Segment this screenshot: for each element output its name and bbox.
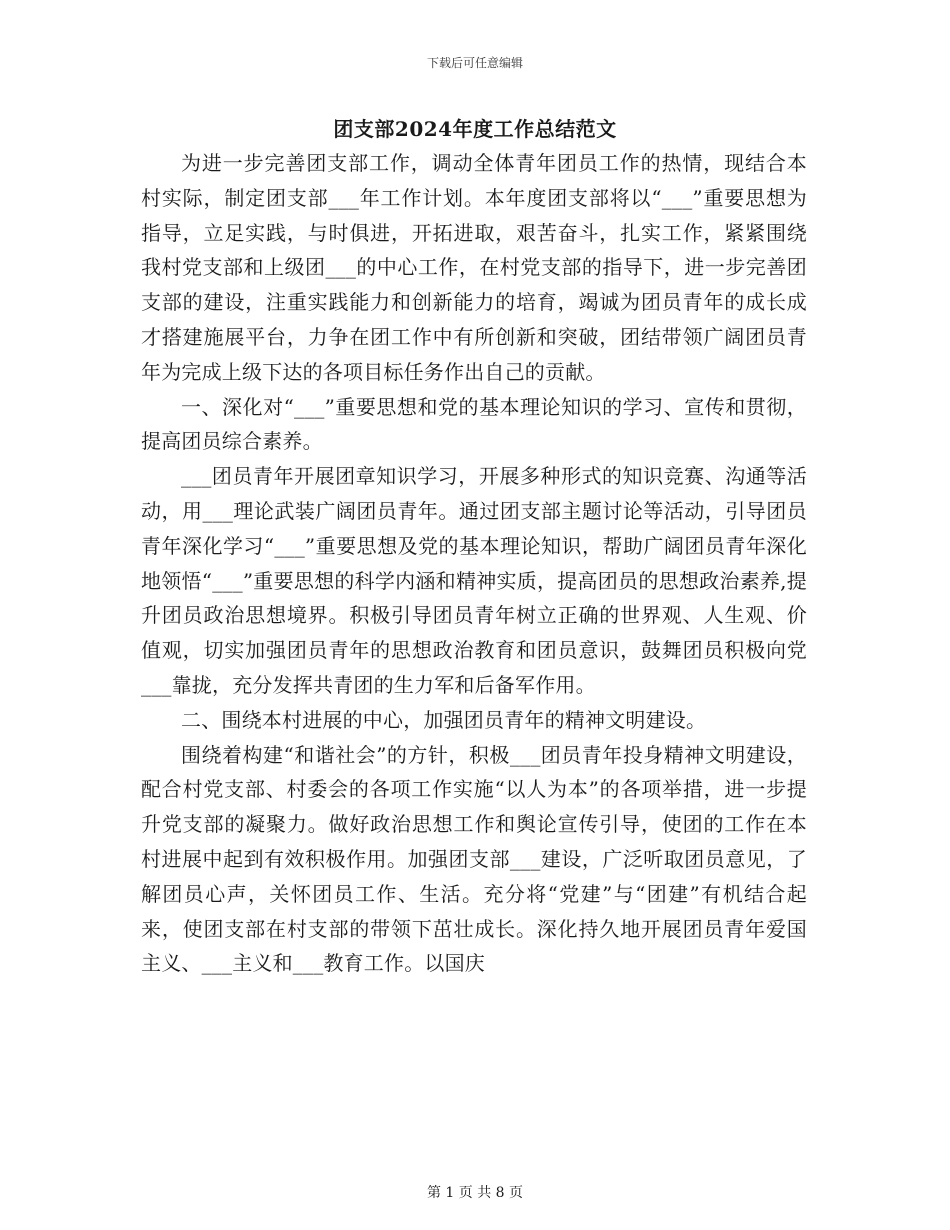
paragraph-section-1: ___团员青年开展团章知识学习，开展多种形式的知识竞赛、沟通等活动，用___理论武装广阔团员青年。通过团支部主题讨论等活动，引导团员青年深化学习“___”重要思想及党的基本理论知识，帮助广阔团员青年深化地领悟“___”重要思想的科学内涵和精神实质，提高团员的思想政治素养,提升团员政治思想境界。积极引导团员青年树立正确的世界观、人生观、价值观，切实加强团员青年的思想政治教育和团员意识，鼓舞团员积极向党___靠拢，充分发挥共青团的生力军和后备军作用。 — [141, 464, 807, 697]
section-heading-2: 二、围绕本村进展的中心，加强团员青年的精神文明建设。 — [181, 707, 707, 732]
header-note: 下载后可任意编辑 — [426, 56, 523, 70]
paragraph-intro: 为进一步完善团支部工作，调动全体青年团员工作的热情，现结合本村实际，制定团支部___年工作计划。本年度团支部将以“___”重要思想为指导，立足实践，与时俱进，开拓进取，艰苦奋斗，扎实工作，紧紧围绕我村党支部和上级团___的中心工作，在村党支部的指导下，进一步完善团支部的建设，注重实践能力和创新能力的培育，竭诚为团员青年的成长成才搭建施展平台，力争在团工作中有所创新和突破，团结带领广阔团员青年为完成上级下达的各项目标任务作出自己的贡献。 — [141, 151, 807, 384]
page-footer: 第 1 页 共 8 页 — [426, 1185, 524, 1201]
section-heading-1: 一、深化对“___”重要思想和党的基本理论知识的学习、宣传和贯彻，提高团员综合素养。 — [141, 394, 807, 454]
document-title: 团支部2024年度工作总结范文 — [333, 117, 617, 141]
paragraph-section-2: 围绕着构建“和谐社会”的方针，积极___团员青年投身精神文明建设，配合村党支部、村委会的各项工作实施“以人为本”的各项举措，进一步提升党支部的凝聚力。做好政治思想工作和舆论宣传引导，使团的工作在本村进展中起到有效积极作用。加强团支部___建设，广泛听取团员意见，了解团员心声，关怀团员工作、生活。充分将“党建”与“团建”有机结合起来，使团支部在村支部的带领下茁壮成长。深化持久地开展团员青年爱国主义、___主义和___教育工作。以国庆 — [141, 742, 807, 976]
document-body — [141, 146, 807, 981]
